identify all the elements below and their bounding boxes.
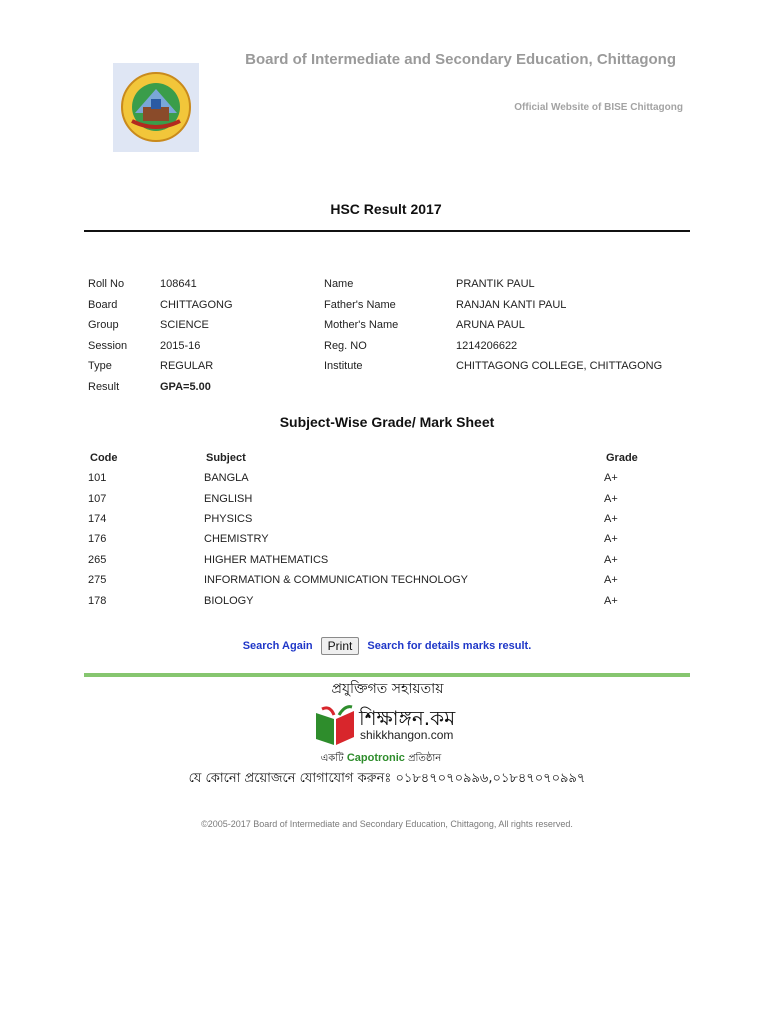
marksheet-header-row <box>84 448 690 468</box>
info-value: PRANTIK PAUL <box>456 278 535 291</box>
table-row <box>84 590 690 610</box>
info-label: Board <box>88 298 118 311</box>
subject-name: PHYSICS <box>204 512 253 525</box>
info-label: Institute <box>324 360 363 373</box>
subject-name: HIGHER MATHEMATICS <box>204 553 329 566</box>
subject-code: 101 <box>88 472 107 485</box>
subject-grade: A+ <box>604 574 618 587</box>
info-row-result <box>84 377 690 398</box>
powered-by-text: প্রযুক্তিগত সহায়তায় <box>303 678 472 700</box>
subject-name: BANGLA <box>204 472 249 485</box>
brand-name: শিক্ষাঙ্গন.কম <box>359 706 456 730</box>
student-info-table <box>84 274 690 397</box>
subject-grade: A+ <box>604 533 618 546</box>
result-label: Result <box>88 380 120 393</box>
info-value: CHITTAGONG <box>160 298 233 311</box>
subject-grade: A+ <box>604 492 618 505</box>
footer-divider <box>84 673 690 677</box>
subject-name: CHEMISTRY <box>204 533 269 546</box>
subject-grade: A+ <box>604 472 618 485</box>
table-row <box>84 509 690 529</box>
info-label: Mother's Name <box>324 319 399 332</box>
search-again-link[interactable]: Search Again <box>242 639 313 652</box>
subject-grade: A+ <box>604 594 618 607</box>
info-value: REGULAR <box>160 360 214 373</box>
title-divider <box>84 230 690 232</box>
subject-name: ENGLISH <box>204 492 253 505</box>
info-label: Group <box>88 319 119 332</box>
subject-code: 174 <box>88 512 107 525</box>
result-actions <box>0 637 768 655</box>
info-row <box>84 356 690 377</box>
subject-code: 265 <box>88 553 107 566</box>
subject-name: INFORMATION & COMMUNICATION TECHNOLOGY <box>204 574 469 587</box>
board-logo <box>113 63 199 152</box>
info-value: RANJAN KANTI PAUL <box>456 298 567 311</box>
protishthan-text: প্রতিষ্ঠান <box>408 753 442 764</box>
subject-code: 275 <box>88 574 107 587</box>
info-row <box>84 295 690 316</box>
info-value: CHITTAGONG COLLEGE, CHITTAGONG <box>456 360 663 373</box>
table-row <box>84 529 690 549</box>
subject-code: 178 <box>88 594 107 607</box>
marksheet-title: Subject-Wise Grade/ Mark Sheet <box>279 414 495 430</box>
brand-url: shikkhangon.com <box>360 728 454 742</box>
company-name[interactable]: Capotronic <box>346 752 405 764</box>
open-book-icon <box>312 703 358 749</box>
info-row <box>84 315 690 336</box>
header-code: Code <box>90 452 118 464</box>
table-row <box>84 570 690 590</box>
gpa-value: GPA=5.00 <box>160 380 211 393</box>
company-line <box>0 751 762 768</box>
site-subtitle: Official Website of BISE Chittagong <box>514 102 683 113</box>
info-value: 108641 <box>160 278 197 291</box>
info-label: Reg. NO <box>324 339 367 352</box>
site-title: Board of Intermediate and Secondary Education, Chittagong <box>245 51 676 68</box>
header-subject: Subject <box>206 452 246 464</box>
subject-grade: A+ <box>604 512 618 525</box>
subject-code: 176 <box>88 533 107 546</box>
board-seal-icon <box>113 63 199 152</box>
contact-text: যে কোনো প্রয়োজনে যোগাযোগ করুনঃ ০১৮৪৭০৭০৯৯৬,০১৮৪৭০৭০৯৯৭ <box>188 771 586 786</box>
table-row <box>84 488 690 508</box>
header-grade: Grade <box>606 452 638 464</box>
info-label: Roll No <box>88 278 125 291</box>
info-value: ARUNA PAUL <box>456 319 525 332</box>
ekti-text: একটি <box>320 753 344 764</box>
subject-name: BIOLOGY <box>204 594 254 607</box>
print-button[interactable]: Print <box>321 637 360 655</box>
info-label: Name <box>324 278 354 291</box>
table-row <box>84 468 690 488</box>
info-label: Type <box>88 360 112 373</box>
info-label: Session <box>88 339 128 352</box>
info-row <box>84 274 690 295</box>
subject-code: 107 <box>88 492 107 505</box>
details-marks-link[interactable]: Search for details marks result. <box>367 639 532 652</box>
info-value: SCIENCE <box>160 319 209 332</box>
subject-grade: A+ <box>604 553 618 566</box>
info-row <box>84 336 690 357</box>
info-value: 2015-16 <box>160 339 201 352</box>
marksheet-table <box>84 448 690 611</box>
info-label: Father's Name <box>324 298 396 311</box>
info-value: 1214206622 <box>456 339 518 352</box>
table-row <box>84 550 690 570</box>
copyright-text: ©2005-2017 Board of Intermediate and Secondary Education, Chittagong, All rights reserved. <box>201 819 573 829</box>
result-title: HSC Result 2017 <box>330 201 442 217</box>
